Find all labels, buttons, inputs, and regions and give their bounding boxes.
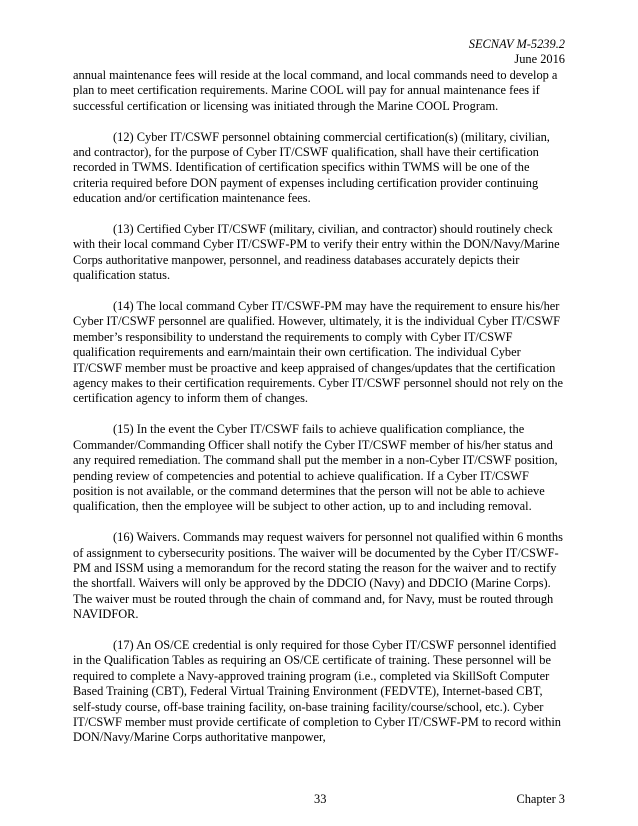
paragraph-text: An OS/CE credential is only required for those Cyber IT/CSWF personnel identified in the Qualification Tables as requiring an OS/CE certificate of training. These personnel will be required to complete a Navy-approved training program (i.e., completed via SkillSoft Computer Based Training (CBT), Federal Virtual Training Environment (FEDVTE), Internet-based CBT, self-study course, off-base training facility, on-base training facility/course/school, etc.). Cyber IT/CSWF member must provide certificate of completion to Cyber IT/CSWF-PM to record within DON/Navy/Marine Corps authoritative manpower, [73, 637, 561, 745]
paragraph-13 [73, 222, 567, 284]
paragraph-text: Cyber IT/CSWF personnel obtaining commercial certification(s) (military, civilian, and contractor), for the purpose of Cyber IT/CSWF qualification, shall have their certification recorded in TWMS. Identification of certification specifics within TWMS will be one of the criteria required before DON payment of expenses including certification provider continuing education and/or certification maintenance fees. [73, 129, 550, 206]
page-number: 33 [314, 792, 327, 806]
page-header [469, 37, 565, 67]
document-id: SECNAV M-5239.2 [468, 37, 565, 51]
paragraph-16 [73, 530, 567, 622]
paragraph-number: (15) [113, 422, 134, 437]
paragraph-continued [73, 68, 567, 114]
paragraph-text: Certified Cyber IT/CSWF (military, civilian, and contractor) should routinely check with their local command Cyber IT/CSWF-PM to verify their entry within the DON/Navy/Marine Corps authoritative manpower, personnel, and readiness databases accurately depicts their qualification status. [73, 222, 560, 283]
paragraph-15 [73, 422, 567, 514]
paragraph-text: Waivers. Commands may request waivers for personnel not qualified within 6 months of assignment to cybersecurity positions. The waiver will be documented by the Cyber IT/CSWF-PM and ISSM using a memorandum for the record stating the reason for the waiver and to rectify the shortfall. Waivers will only be approved by the DDCIO (Navy) and DDCIO (Marine Corps). The waiver must be routed through the chain of command and, for Navy, must be routed through NAVIDFOR. [73, 530, 563, 622]
paragraph-text: In the event the Cyber IT/CSWF fails to achieve qualification compliance, the Commander/Commanding Officer shall notify the Cyber IT/CSWF member of his/her status and any required remediation. The command shall put the member in a non-Cyber IT/CSWF position, pending review of competencies and potential to achieve qualification. If a Cyber IT/CSWF position is not available, or the command determines that the person will not be able to achieve qualification, then the employee will be subject to other action, up to and including removal. [73, 422, 558, 514]
document-body [73, 68, 567, 761]
paragraph-14 [73, 299, 567, 407]
paragraph-number: (16) [113, 530, 134, 545]
paragraph-number: (12) [113, 129, 134, 144]
paragraph-text: The local command Cyber IT/CSWF-PM may have the requirement to ensure his/her Cyber IT/CSWF personnel are qualified. However, ultimately, it is the individual Cyber IT/CSWF member’s responsibility to understand the requirements to comply with Cyber IT/CSWF qualification requirements and earn/maintain their own certification. The individual Cyber IT/CSWF member must be proactive and keep appraised of changes/updates that the certification agency makes to their certification requirements. Cyber IT/CSWF personnel should not rely on the certification agency to inform them of changes. [73, 299, 563, 406]
paragraph-number: (13) [113, 222, 134, 237]
document-date: June 2016 [514, 52, 565, 66]
paragraph-number: (17) [113, 637, 134, 652]
paragraph-12 [73, 130, 567, 207]
paragraph-number: (14) [113, 299, 134, 314]
paragraph-17 [73, 638, 567, 746]
chapter-label: Chapter 3 [516, 792, 565, 806]
paragraph-text: annual maintenance fees will reside at the local command, and local commands need to develop a plan to meet certification requirements. Marine COOL will pay for annual maintenance fees if successful certification or licensing was initiated through the Marine COOL Program. [73, 68, 558, 113]
